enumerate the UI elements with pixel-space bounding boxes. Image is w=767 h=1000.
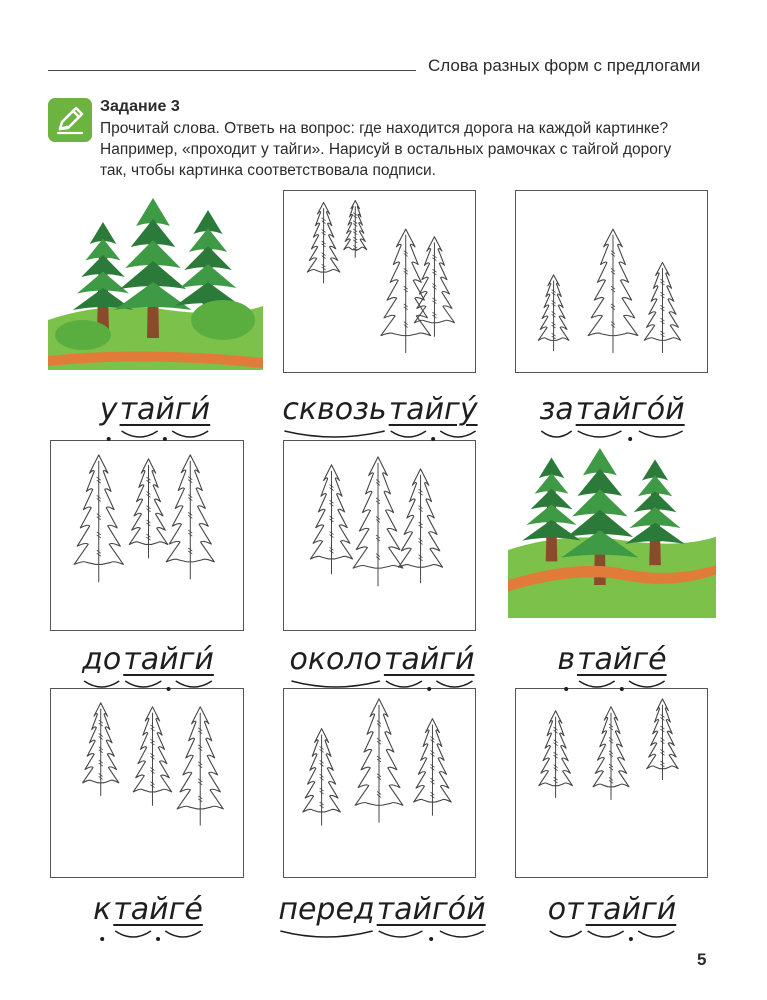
syllable-arc [550,931,582,937]
caption-noun: тайго́й [376,892,486,927]
morpheme-marks [260,427,500,445]
tree-outline [303,729,340,826]
caption-noun: тайги́ [383,642,475,677]
caption-preposition: от [547,892,584,927]
tree-outline [310,465,352,574]
syllable-arc [386,681,422,687]
vowel-dot [429,937,433,941]
caption [260,393,500,427]
vowel-dot [100,937,104,941]
syllable-arc [292,681,380,687]
caption-preposition: за [539,392,574,427]
drawing-frame[interactable] [515,190,708,373]
vowel-dot [628,437,632,441]
syllable-arc [391,431,426,437]
drawing-frame[interactable] [50,440,244,631]
task-text-line: Например, «проходит у тайги». Нарисуй в остальных рамочках с тайгой дорогу [100,141,672,158]
tree-outline [133,707,171,806]
morpheme-marks [262,677,502,695]
bush [55,320,111,350]
drawing-frame[interactable] [283,440,476,631]
syllable-arc [578,431,622,437]
tree-outline [129,459,167,558]
tree-outline [538,275,569,351]
vowel-dot [107,437,111,441]
syllable-arc [588,931,624,937]
tree-outline [644,262,680,353]
caption-noun: тайге́ [113,892,203,927]
caption [35,393,275,427]
morpheme-marks [28,677,268,695]
header-rule [48,70,416,71]
caption [28,643,268,677]
tree-outline [307,202,340,283]
syllable-arc [579,681,615,687]
drawing-frame[interactable] [50,688,244,878]
tree-outline [539,711,573,798]
syllable-arc [165,931,201,937]
vowel-dot [620,687,624,691]
task-text-line: Прочитай слова. Ответь на вопрос: где находится дорога на каждой картинке? [100,120,669,137]
tree-outline [381,229,431,353]
morpheme-marks [262,927,502,945]
syllable-arc [436,681,472,687]
caption-preposition: к [93,892,112,927]
tree-outline [588,229,638,353]
task-badge [48,98,92,142]
vowel-dot [163,437,167,441]
morpheme-marks [28,927,268,945]
tree-outline [177,707,223,826]
syllable-arc [440,931,484,937]
tree-outline [166,455,214,579]
caption-preposition: сквозь [282,392,387,427]
tree-outline [74,455,123,582]
section-title: Слова разных форм с предлогами [428,56,701,75]
vowel-dot [156,937,160,941]
caption-noun: тайго́й [575,392,685,427]
syllable-arc [638,931,674,937]
vowel-dot [629,937,633,941]
colored-forest-picture [48,190,263,370]
tree-outline [414,719,451,816]
syllable-arc [84,681,119,687]
syllable-arc [284,431,384,437]
caption [492,643,732,677]
syllable-arc [639,431,683,437]
syllable-arc [172,431,208,437]
bush [191,300,255,340]
tree-outline [647,699,678,780]
tree-outline [344,201,367,258]
task-title: Задание 3 [100,98,180,115]
tree-outline [399,469,443,583]
syllable-arc [541,431,571,437]
caption-noun: тайгу́ [388,392,478,427]
syllable-arc [125,681,161,687]
vowel-dot [167,687,171,691]
colored-forest-picture [508,448,716,618]
tree-outline [593,707,629,800]
tree-outline [83,703,119,796]
caption [492,893,732,927]
caption-preposition: у [99,392,118,427]
morpheme-marks [492,427,732,445]
caption-preposition: около [289,642,382,677]
syllable-arc [115,931,151,937]
pencil-icon [48,98,92,142]
vowel-dot [427,687,431,691]
syllable-arc [176,681,212,687]
morpheme-marks [35,427,275,445]
drawing-frame[interactable] [283,688,476,878]
morpheme-marks [492,677,732,695]
caption-noun: тайге́ [577,642,667,677]
syllable-arc [440,431,475,437]
morpheme-marks [492,927,732,945]
tree-outline [355,699,403,823]
page-number: 5 [697,950,707,969]
vowel-dot [564,687,568,691]
caption-noun: тайги́ [123,642,214,677]
caption [262,893,502,927]
caption [492,393,732,427]
syllable-arc [122,431,158,437]
drawing-frame[interactable] [515,688,708,878]
caption-preposition: перед [278,892,375,927]
syllable-arc [280,931,372,937]
syllable-arc [379,931,423,937]
syllable-arc [629,681,665,687]
caption-preposition: до [82,642,122,677]
drawing-frame[interactable] [283,190,476,373]
vowel-dot [431,437,435,441]
caption [262,643,502,677]
tree-outline [353,457,403,586]
task-text-line: так, чтобы картинка соответствовала подписи. [100,162,436,179]
caption-noun: тайги́ [585,892,677,927]
caption-noun: тайги́ [119,392,211,427]
caption-preposition: в [557,642,576,677]
task-text [100,118,720,181]
caption [28,893,268,927]
